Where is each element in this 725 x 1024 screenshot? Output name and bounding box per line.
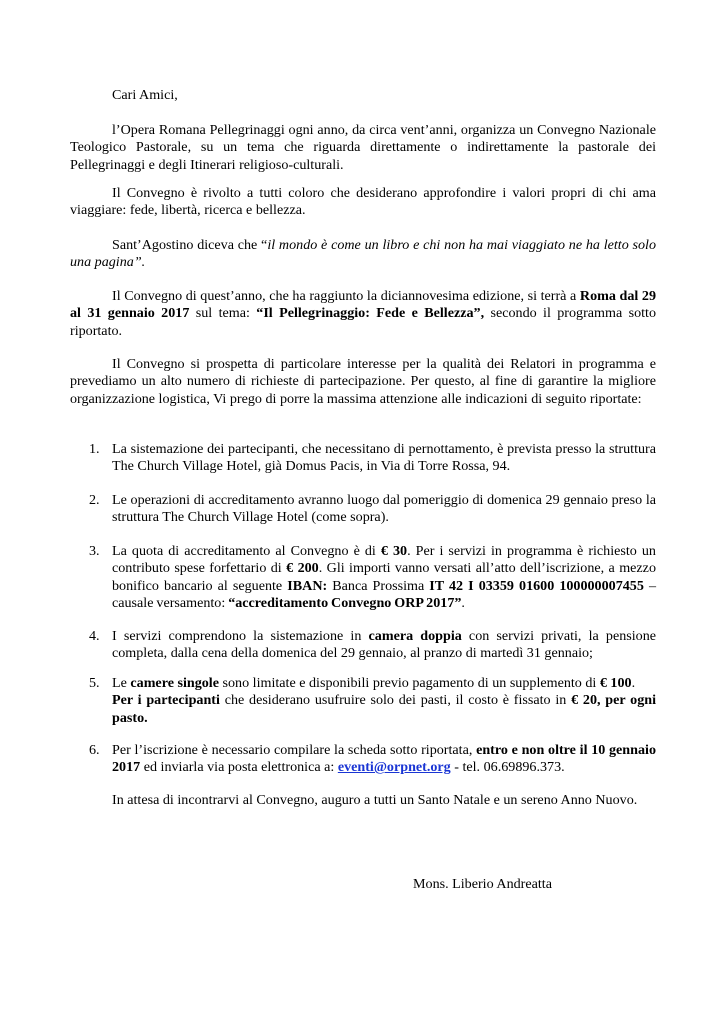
- item-text: .: [461, 594, 465, 611]
- event-text: sul tema:: [189, 305, 257, 322]
- services-fee: € 200: [286, 560, 319, 577]
- paragraph-audience: Il Convegno è rivolto a tutti coloro che desiderano approfondire i valori propri di chi ama viaggiare: fede, libertà, ricerca e bellezza.: [70, 185, 656, 219]
- list-item-4: [89, 628, 656, 663]
- item-text: La quota di accreditamento al Convegno è di: [112, 543, 381, 559]
- registration-deadline: entro e non oltre il 10 gennaio 2017: [112, 742, 656, 776]
- list-item-2: [89, 492, 656, 527]
- phone-text: - tel. 06.69896.373.: [450, 759, 565, 776]
- list-number: 3.: [89, 543, 100, 559]
- item-text: Per l’iscrizione è necessario compilare la scheda sotto riportata,: [112, 742, 477, 758]
- list-number: 1.: [89, 441, 100, 457]
- single-supplement: € 100: [599, 675, 632, 691]
- event-dates: Roma dal 29 al 31 gennaio 2017: [70, 288, 656, 322]
- paragraph-intro: l’Opera Romana Pellegrinaggi ogni anno, da circa vent’anni, organizza un Convegno Nazionale Teologico Pastorale, su un tema che riguarda direttamente o indirettamente la pastorale dei Pellegrinaggi e degli Itinerari religioso-culturali.: [70, 122, 656, 173]
- paragraph-logistics: Il Convegno si prospetta di particolare interesse per la qualità dei Relatori in programma e prevediamo un alto numero di richieste di partecipazione. Per questo, al fine di garantire la migliore organizzazione logistica, Vi prego di porre la massima attenzione alle indicazioni di seguito riportate:: [70, 356, 656, 407]
- list-item-1: [89, 441, 656, 476]
- event-text: secondo il programma sotto riportato.: [70, 305, 657, 339]
- paragraph-event: [70, 288, 656, 340]
- item-text: che desiderano usufruire solo dei pasti, il costo è fissato in: [219, 692, 572, 709]
- accreditation-fee: € 30: [380, 543, 408, 559]
- email-link[interactable]: eventi@orpnet.org: [337, 759, 451, 776]
- paragraph-quote: [70, 237, 656, 272]
- meal-cost: € 20, per ogni pasto.: [112, 692, 657, 726]
- double-room: camera doppia: [368, 628, 462, 644]
- iban-number: IT 42 I 03359 01600 100000007455: [429, 577, 644, 594]
- item-text: . Gli importi vanno versati all’atto dell’iscrizione, a mezzo bonifico bancario al seguente: [112, 560, 656, 594]
- item-text: .: [631, 675, 636, 691]
- item-text: Banca Prossima: [327, 577, 430, 594]
- list-item-3: [89, 543, 657, 612]
- event-text: Il Convegno di quest’anno, che ha raggiunto la diciannovesima edizione, si terrà a: [112, 288, 580, 304]
- item-text: La sistemazione dei partecipanti, che necessitano di pernottamento, è prevista presso la struttura The Church Village Hotel, già Domus Pacis, in Via di Torre Rossa, 94.: [112, 441, 656, 475]
- list-item-6: [89, 742, 656, 777]
- payment-reason: “accreditamento Convegno ORP 2017”: [228, 594, 462, 611]
- list-number: 5.: [89, 675, 100, 691]
- event-theme: “Il Pellegrinaggio: Fede e Bellezza”,: [256, 305, 485, 322]
- list-number: 2.: [89, 492, 100, 508]
- item-text: Le: [112, 675, 131, 691]
- signature: Mons. Liberio Andreatta: [413, 876, 552, 892]
- list-number: 4.: [89, 628, 100, 644]
- quote-intro: Sant’Agostino diceva che “: [112, 237, 268, 253]
- salutation: Cari Amici,: [112, 87, 178, 103]
- item-text: I servizi comprendono la sistemazione in: [112, 628, 369, 644]
- list-number: 6.: [89, 742, 100, 758]
- item-text: sono limitate e disponibili previo pagamento di un supplemento di: [218, 675, 600, 691]
- meals-participants: Per i partecipanti: [112, 692, 220, 709]
- item-text: Le operazioni di accreditamento avranno luogo dal pomeriggio di domenica 29 gennaio preso la struttura The Church Village Hotel (come sopra).: [112, 492, 656, 526]
- iban-label: IBAN:: [287, 577, 328, 594]
- item-text: con servizi privati, la pensione completa, dalla cena della domenica del 29 gennaio, al pranzo di martedì 31 gennaio;: [112, 628, 656, 662]
- item-text: . Per i servizi in programma è richiesto un contributo spese forfettario di: [112, 543, 656, 577]
- augustine-quote: il mondo è come un libro e chi non ha mai viaggiato ne ha letto solo una pagina”.: [70, 237, 657, 271]
- closing-paragraph: In attesa di incontrarvi al Convegno, auguro a tutti un Santo Natale e un sereno Anno Nuovo.: [112, 792, 638, 808]
- list-item-5: [89, 675, 657, 727]
- single-rooms: camere singole: [130, 675, 219, 691]
- item-text: – causale versamento:: [112, 577, 657, 611]
- item-text: ed inviarla via posta elettronica a:: [140, 759, 338, 776]
